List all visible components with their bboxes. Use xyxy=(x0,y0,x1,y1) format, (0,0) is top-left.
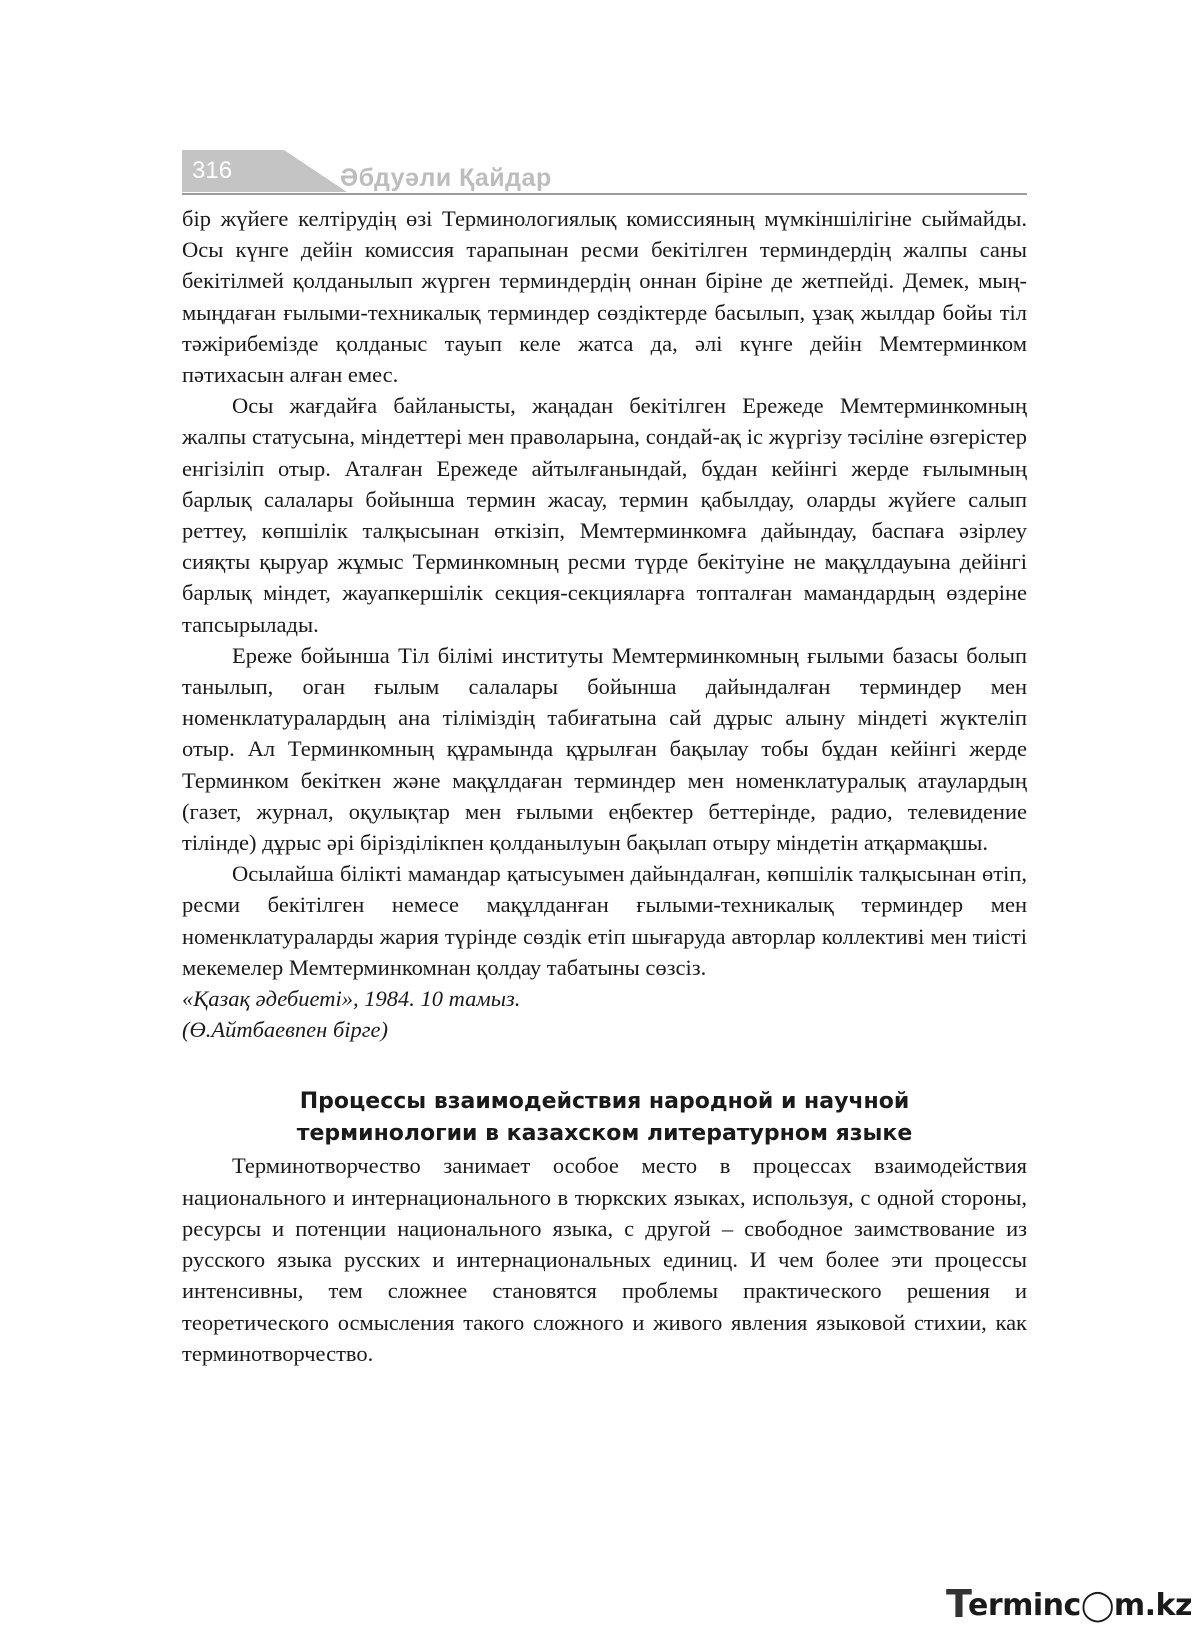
section-paragraph: Терминотворчество занимает особое место в процессах взаимодействия национального и интернационального в тюркских языках, используя, с одной стороны, ресурсы и потенции национального языка, с другой – свободное заимствование из русского языка русских и интернациональных единиц. И чем более эти процессы интенсивны, тем сложнее становятся проблемы практического решения и теоретического осмысления такого сложного и живого явления языковой стихии, как терминотворчество. xyxy=(182,1153,1027,1366)
section-title-line-1: Процессы взаимодействия народной и научной xyxy=(299,1089,910,1115)
page-body xyxy=(182,203,1027,1369)
termincom-logo xyxy=(946,1582,1192,1626)
attribution xyxy=(182,983,1027,1045)
logo-text: erminc◯m.kz xyxy=(968,1588,1192,1623)
section-title-line-2: терминологии в казахском литературном языке xyxy=(296,1121,913,1147)
running-header xyxy=(182,150,1027,194)
paragraph: Осы жағдайға байланысты, жаңадан бекітілген Ережеде Мемтерминкомның жалпы статусына, міндеттері мен праволарына, сондай-ақ іс жүргізу тәсіліне өзгерістер енгізіліп отыр. Аталған Ережеде айтылғанындай, бұдан кейінгі жерде ғылымның барлық салалары бойынша термин жасау, термин қабылдау, оларды жүйеге салып реттеу, көпшілік талқысынан өткізіп, Мемтерминкомға дайындау, баспаға әзірлеу сияқты қыруар жұмыс Терминкомның ресми түрде бекітуіне не мақұлдауына дейінгі барлық міндет, жауапкершілік секция-секцияларға топталған мамандардың өздеріне тапсырылады. xyxy=(182,393,1027,637)
paragraph: Осылайша білікті мамандар қатысуымен дайындалған, көпшілік талқысынан өтіп, ресми бекітілген немесе мақұлданған ғылыми-техникалық терминдер мен номенклатураларды жария түрінде сөздік етіп шығаруда авторлар коллективі мен тиісті мекемелер Мемтерминкомнан қолдау табатыны сөзсіз. xyxy=(182,861,1027,980)
header-decoration xyxy=(277,150,347,192)
running-title: Әбдуәли Қайдар xyxy=(340,164,552,192)
page-number: 316 xyxy=(182,150,277,192)
paragraph: Ереже бойынша Тіл білімі институты Мемтерминкомның ғылыми базасы болып танылып, оган ғылым салалары бойынша дайындалған терминдер мен номенклатуралардың ана тіліміздің табиғатына сай дұрыс алыну міндеті жүктеліп отыр. Ал Терминкомның құрамында құрылған бақылау тобы бұдан кейінгі жерде Терминком бекіткен және мақұлдаған терминдер мен номенклатуралық атаулардың (газет, журнал, оқулықтар мен ғылыми еңбектер беттерінде, радио, телевидение тілінде) дұрыс әрі бірізділікпен қолданылуын бақылап отыру міндетін атқармақшы. xyxy=(182,642,1027,856)
attribution-source: «Қазақ әдебиеті», 1984. 10 тамыз. xyxy=(182,986,521,1012)
logo-initial: T xyxy=(946,1582,972,1626)
section-title xyxy=(182,1086,1027,1150)
header-rule xyxy=(182,193,1027,195)
attribution-coauthor: (Ө.Айтбаевпен бірге) xyxy=(182,1017,389,1043)
paragraph-continuation: бір жүйеге келтірудің өзі Терминологиялық комиссияның мүмкіншілігіне сыймайды. Осы күнге дейін комиссия тарапынан ресми бекітілген терминдердің жалпы саны бекітілмей қолданылып жүрген терминдердің оннан біріне де жетпейді. Демек, мың-мыңдаған ғылыми-техникалық терминдер сөздіктерде басылып, ұзақ жылдар бойы тіл тәжірибемізде қолданыс тауып келе жатса да, әлі күнге дейін Мемтерминком пәтихасын алған емес. xyxy=(182,206,1027,388)
